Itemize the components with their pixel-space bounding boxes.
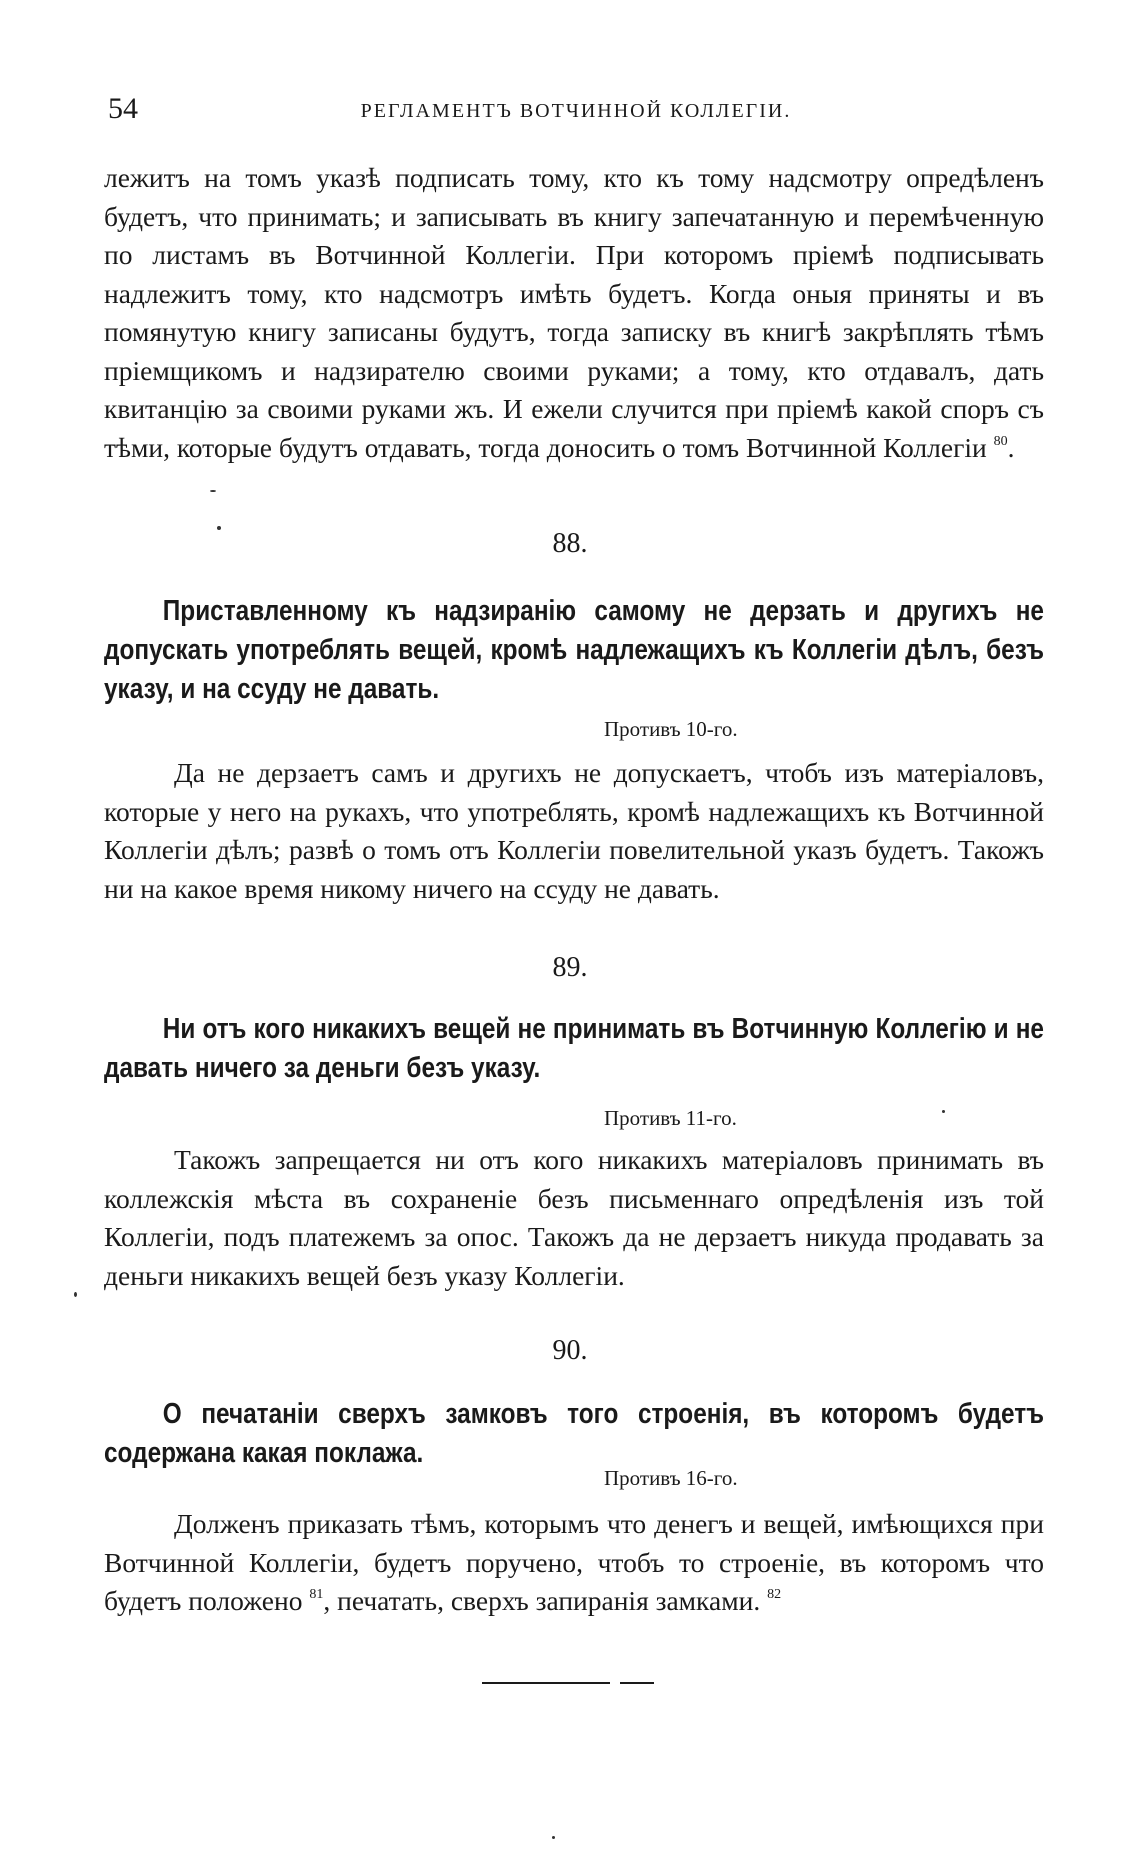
running-title: РЕГЛАМЕНТЪ ВОТЧИННОЙ КОЛЛЕГІИ. bbox=[360, 100, 792, 122]
footnote-marker: 81 bbox=[309, 1587, 324, 1602]
footnote-marker: 80 bbox=[993, 433, 1008, 449]
article-text: Такожъ запрещается ни отъ кого никакихъ матеріаловъ принимать въ коллежскія мѣста въ сохраненіе безъ письменнаго опредѣленія изъ той Коллегіи, подъ платежемъ за опос. Такожъ да не дерзаетъ никуда продавать за деньги никакихъ вещей безъ указу Коллегіи. bbox=[104, 1144, 1044, 1291]
article-body bbox=[104, 1141, 1044, 1295]
continuation-end: . bbox=[1007, 431, 1015, 463]
print-speck bbox=[552, 1836, 555, 1839]
footnote-marker: 82 bbox=[767, 1587, 782, 1602]
continuation-text: лежитъ на томъ указѣ подписать тому, кто къ тому надсмотру опредѣленъ будетъ, что принимать; и записывать въ книгу запечатанную и перемѣченную по листамъ въ Вотчинной Коллегіи. При которомъ пріемѣ подписывать надлежитъ тому, кто надсмотръ имѣть будетъ. Когда оныя приняты и въ помянутую книгу записаны будутъ, тогда записку въ книгѣ закрѣплять тѣмъ пріемщикомъ и надзирателю своими руками; а тому, кто отдавалъ, дать квитанцію за своими руками жъ. И ежели случится при пріемѣ какой споръ съ тѣми, которые будутъ отдавать, тогда доносить о томъ Вотчинной Коллегіи bbox=[104, 162, 1044, 463]
article-text-continued: , печатать, сверхъ запиранія замками. bbox=[323, 1585, 761, 1616]
continuation-paragraph bbox=[104, 159, 1044, 467]
print-speck bbox=[210, 490, 216, 492]
article-number: 90. bbox=[552, 1335, 588, 1366]
article-body bbox=[104, 754, 1044, 908]
article-text: Да не дерзаетъ самъ и другихъ не допускаетъ, чтобъ изъ матеріаловъ, которые у него на рукахъ, что употреблять, кромѣ надлежащихъ къ Вотчинной Коллегіи дѣлъ; развѣ о томъ отъ Коллегіи повелительной указъ будетъ. Такожъ ни на какое время никому ничего на ссуду не давать. bbox=[104, 757, 1044, 904]
article-reference: Противъ 10-го. bbox=[604, 717, 738, 741]
end-rule bbox=[620, 1682, 654, 1684]
article-heading: Приставленному къ надзиранію самому не дерзать и другихъ не допускать употреблять вещей, кромѣ надлежащихъ къ Коллегіи дѣлъ, безъ указу, и на ссуду не давать. bbox=[104, 595, 1044, 705]
article-reference: Противъ 16-го. bbox=[604, 1466, 738, 1490]
end-rule bbox=[482, 1682, 610, 1684]
running-head bbox=[108, 92, 1044, 132]
article-reference: Противъ 11-го. bbox=[604, 1106, 737, 1130]
page-number: 54 bbox=[108, 92, 138, 125]
print-speck bbox=[217, 526, 221, 530]
article-number: 88. bbox=[552, 528, 588, 559]
article-heading: Ни отъ кого никакихъ вещей не принимать въ Вотчинную Коллегію и не давать ничего за деньги безъ указу. bbox=[104, 1013, 1044, 1084]
article-heading: О печатаніи сверхъ замковъ того строенія, въ которомъ будетъ содержана какая поклажа. bbox=[104, 1398, 1044, 1469]
print-speck bbox=[74, 1292, 77, 1297]
article-number: 89. bbox=[552, 952, 588, 983]
print-speck bbox=[942, 1110, 945, 1113]
article-body bbox=[104, 1505, 1044, 1621]
article-text: Долженъ приказать тѣмъ, которымъ что денегъ и вещей, имѣющихся при Вотчинной Коллегіи, будетъ поручено, чтобъ то строеніе, въ которомъ что будетъ положено bbox=[104, 1508, 1044, 1616]
